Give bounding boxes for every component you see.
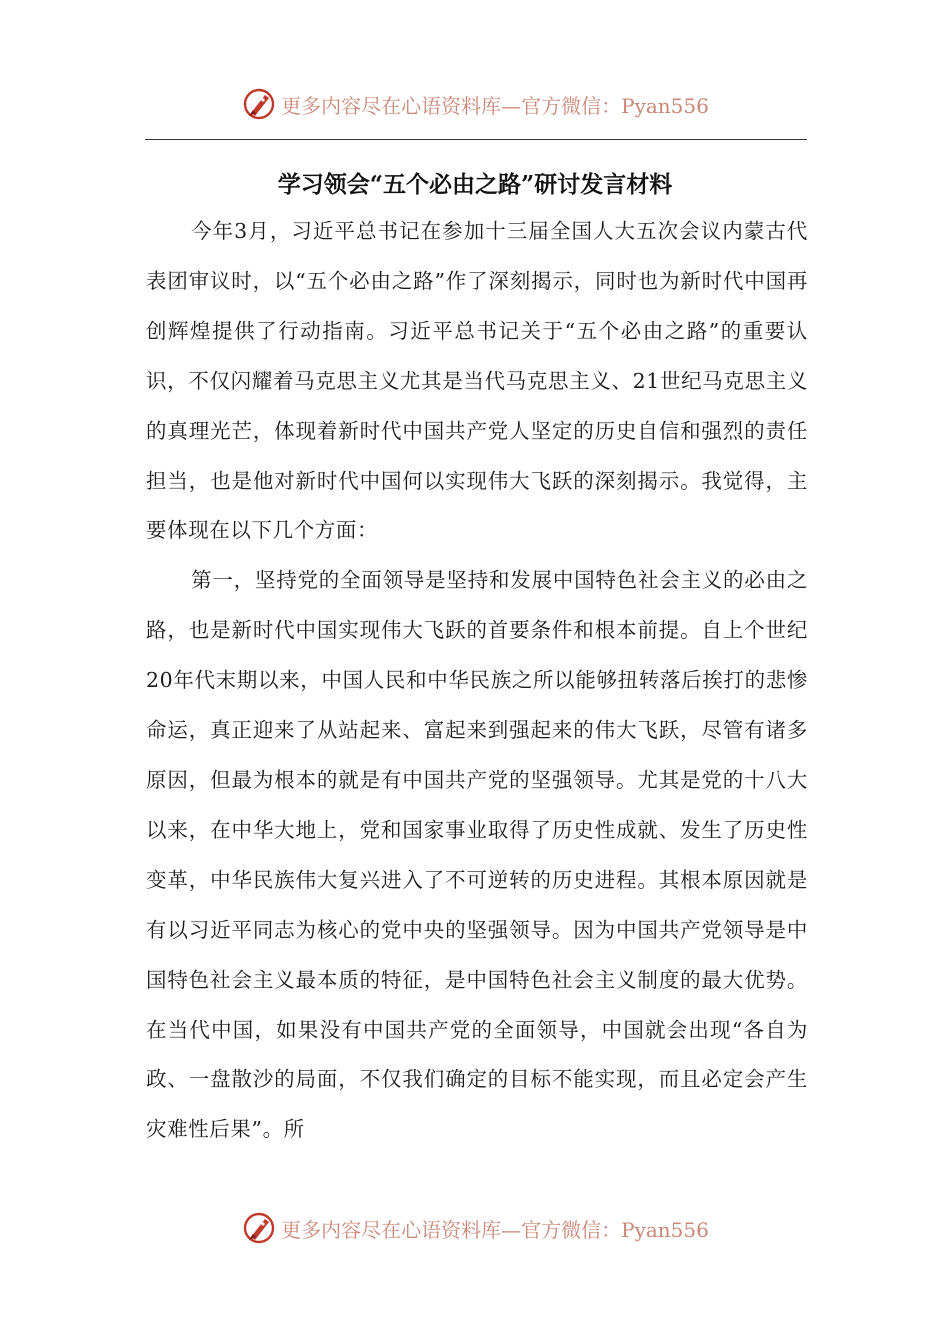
paragraph-intro: 今年3月，习近平总书记在参加十三届全国人大五次会议内蒙古代表团审议时，以“五个必由之路”作了深刻揭示，同时也为新时代中国再创辉煌提供了行动指南。习近平总书记关于“五个必由之路”的重要认识，不仅闪耀着马克思主义尤其是当代马克思主义、21世纪马克思主义的真理光芒，体现着新时代中国共产党人坚定的历史自信和强烈的责任担当，也是他对新时代中国何以实现伟大飞跃的深刻揭示。我觉得，主要体现在以下几个方面： — [146, 219, 808, 543]
footer-watermark — [0, 1208, 950, 1248]
header-watermark — [0, 84, 950, 124]
header-divider — [145, 139, 807, 140]
document-body — [146, 207, 808, 1155]
header-watermark-text: 更多内容尽在心语资料库—官方微信：Pyan556 — [281, 93, 709, 118]
document-title: 学习领会“五个必由之路”研讨发言材料 — [277, 171, 673, 198]
pen-nib-icon — [241, 86, 277, 122]
paragraph-first-point: 第一，坚持党的全面领导是坚持和发展中国特色社会主义的必由之路，也是新时代中国实现伟大飞跃的首要条件和根本前提。自上个世纪20年代末期以来，中国人民和中华民族之所以能够扭转落后挨打的悲惨命运，真正迎来了从站起来、富起来到强起来的伟大飞跃，尽管有诸多原因，但最为根本的就是有中国共产党的坚强领导。尤其是党的十八大以来，在中华大地上，党和国家事业取得了历史性成就、发生了历史性变革，中华民族伟大复兴进入了不可逆转的历史进程。其根本原因就是有以习近平同志为核心的党中央的坚强领导。因为中国共产党领导是中国特色社会主义最本质的特征，是中国特色社会主义制度的最大优势。在当代中国，如果没有中国共产党的全面领导，中国就会出现“各自为政、一盘散沙的局面，不仅我们确定的目标不能实现，而且必定会产生灾难性后果”。所 — [146, 568, 808, 1142]
footer-watermark-text: 更多内容尽在心语资料库—官方微信：Pyan556 — [281, 1217, 709, 1242]
pen-nib-icon — [241, 1210, 277, 1246]
